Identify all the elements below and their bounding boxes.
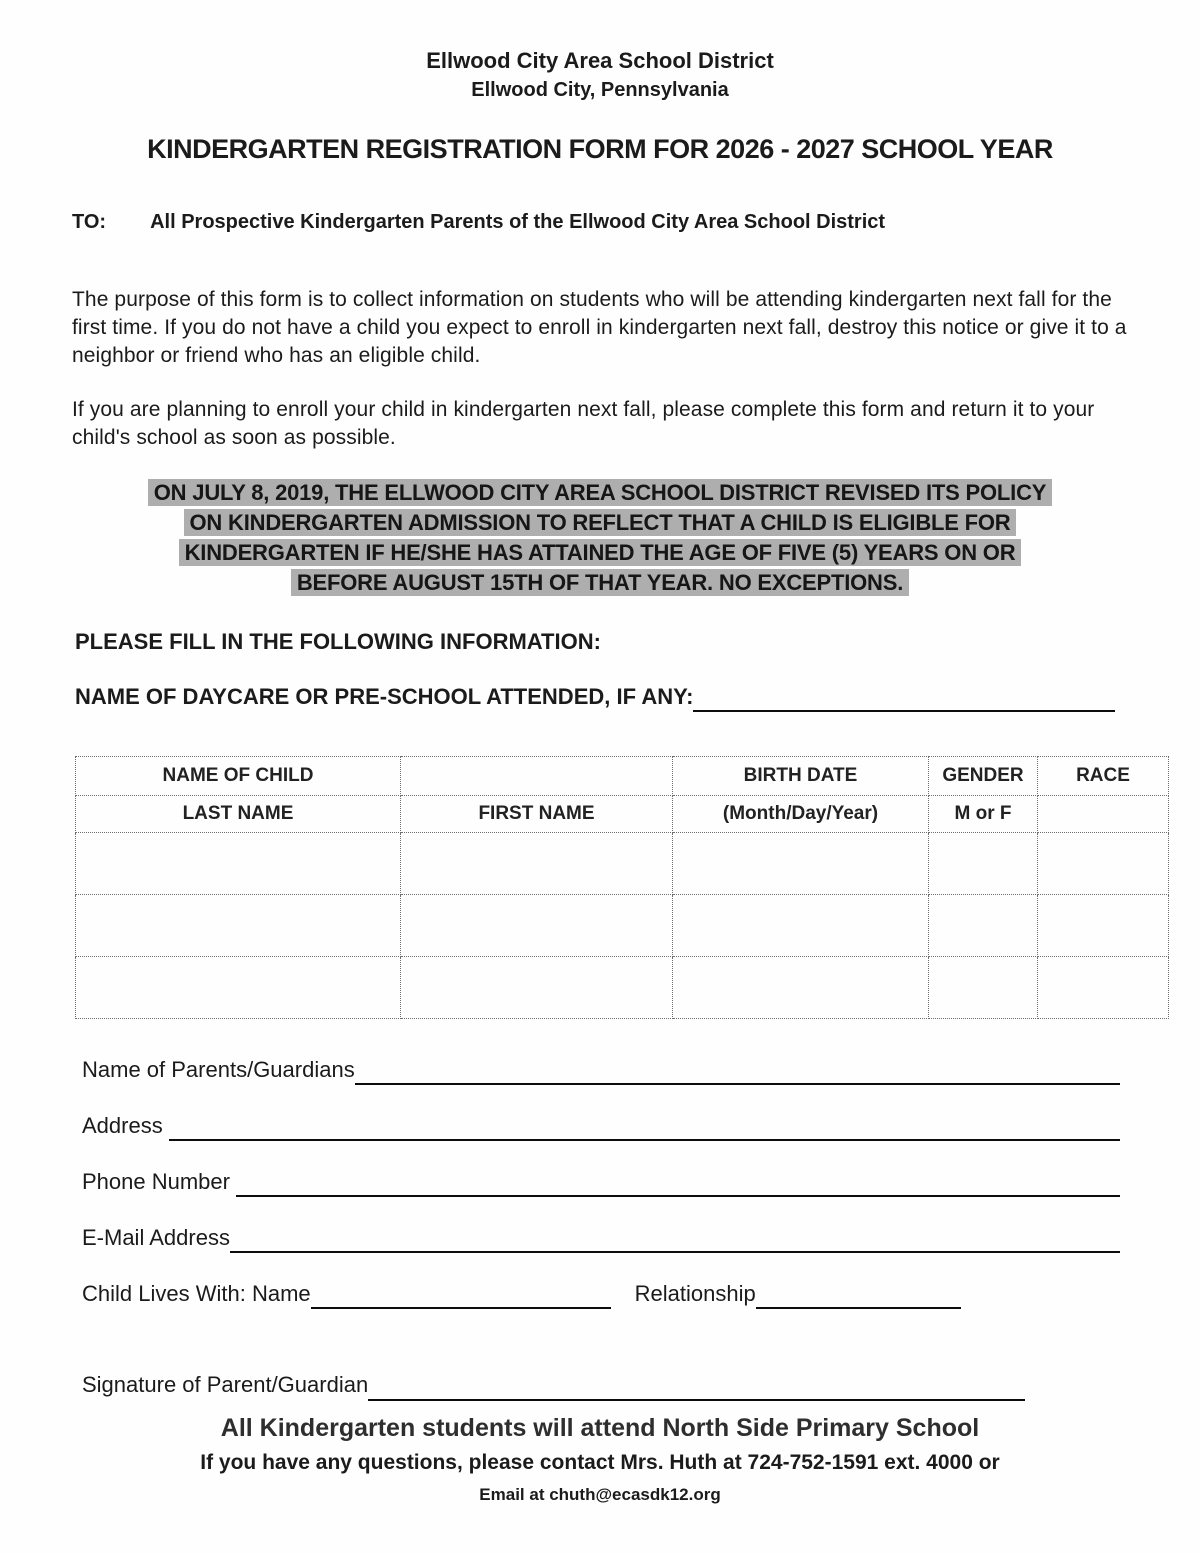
contact-fields xyxy=(82,1055,1120,1309)
cell-race xyxy=(1038,895,1169,957)
table-empty-row xyxy=(76,833,1169,895)
cell-birth-date xyxy=(673,833,929,895)
policy-notice xyxy=(85,478,1115,598)
to-recipients: All Prospective Kindergarten Parents of the Ellwood City Area School District xyxy=(150,211,886,233)
col-header-race: RACE xyxy=(1038,757,1169,796)
daycare-label: NAME OF DAYCARE OR PRE-SCHOOL ATTENDED, IF ANY: xyxy=(75,684,694,709)
contact-info-line: If you have any questions, please contact Mrs. Huth at 724-752-1591 ext. 4000 or xyxy=(200,1451,1000,1474)
child-lives-with-blank-line xyxy=(311,1281,611,1309)
address-label: Address xyxy=(82,1113,169,1138)
fill-in-heading: PLEASE FILL IN THE FOLLOWING INFORMATION: xyxy=(75,629,601,654)
email-blank-line xyxy=(230,1225,1120,1253)
district-name: Ellwood City Area School District xyxy=(426,48,774,73)
to-label: TO: xyxy=(72,211,107,233)
cell-birth-date xyxy=(673,895,929,957)
signature-field xyxy=(82,1369,1025,1401)
attend-school-line: All Kindergarten students will attend North Side Primary School xyxy=(220,1414,980,1442)
parents-label: Name of Parents/Guardians xyxy=(82,1057,355,1082)
child-info-table xyxy=(75,756,1169,1019)
enroll-paragraph: If you are planning to enroll your child in kindergarten next fall, please complete this form and return it to your child's school as soon as possible. xyxy=(72,398,1095,449)
cell-last-name xyxy=(76,957,401,1019)
col-subheader-first-name: FIRST NAME xyxy=(401,796,673,833)
col-header-birth-date: BIRTH DATE xyxy=(673,757,929,796)
child-lives-with-field xyxy=(82,1279,1120,1309)
policy-notice-line: KINDERGARTEN IF HE/SHE HAS ATTAINED THE AGE OF FIVE (5) YEARS ON OR xyxy=(179,539,1022,566)
cell-gender xyxy=(929,895,1038,957)
col-header-blank xyxy=(401,757,673,796)
col-header-gender: GENDER xyxy=(929,757,1038,796)
contact-email-line: Email at chuth@ecasdk12.org xyxy=(479,1485,721,1504)
form-title: KINDERGARTEN REGISTRATION FORM FOR 2026 - 2027 SCHOOL YEAR xyxy=(147,134,1053,164)
cell-first-name xyxy=(401,833,673,895)
cell-last-name xyxy=(76,895,401,957)
relationship-label: Relationship xyxy=(634,1281,756,1306)
policy-notice-line: ON KINDERGARTEN ADMISSION TO REFLECT THAT A CHILD IS ELIGIBLE FOR xyxy=(184,509,1017,536)
cell-gender xyxy=(929,833,1038,895)
cell-race xyxy=(1038,957,1169,1019)
table-empty-row xyxy=(76,895,1169,957)
table-empty-row xyxy=(76,957,1169,1019)
policy-notice-line: ON JULY 8, 2019, THE ELLWOOD CITY AREA SCHOOL DISTRICT REVISED ITS POLICY xyxy=(148,479,1052,506)
email-field xyxy=(82,1223,1120,1253)
col-subheader-birth-format: (Month/Day/Year) xyxy=(673,796,929,833)
phone-blank-line xyxy=(236,1169,1120,1197)
address-blank-line xyxy=(169,1113,1120,1141)
district-location: Ellwood City, Pennsylvania xyxy=(471,79,729,101)
policy-notice-line: BEFORE AUGUST 15TH OF THAT YEAR. NO EXCEPTIONS. xyxy=(291,569,909,596)
col-subheader-m-or-f: M or F xyxy=(929,796,1038,833)
relationship-blank-line xyxy=(756,1281,961,1309)
parents-blank-line xyxy=(355,1057,1120,1085)
daycare-blank-line xyxy=(693,684,1115,712)
cell-race xyxy=(1038,833,1169,895)
col-subheader-blank xyxy=(1038,796,1169,833)
col-header-name-of-child: NAME OF CHILD xyxy=(76,757,401,796)
cell-gender xyxy=(929,957,1038,1019)
col-subheader-last-name: LAST NAME xyxy=(76,796,401,833)
daycare-field xyxy=(75,682,1115,712)
signature-blank-line xyxy=(368,1373,1025,1401)
email-label: E-Mail Address xyxy=(82,1225,230,1250)
cell-first-name xyxy=(401,957,673,1019)
to-line xyxy=(72,208,1120,236)
cell-last-name xyxy=(76,833,401,895)
address-field xyxy=(82,1111,1120,1141)
table-header-row-1 xyxy=(76,757,1169,796)
phone-field xyxy=(82,1167,1120,1197)
cell-birth-date xyxy=(673,957,929,1019)
parents-field xyxy=(82,1055,1120,1085)
cell-first-name xyxy=(401,895,673,957)
signature-label: Signature of Parent/Guardian xyxy=(82,1372,369,1397)
child-lives-with-label: Child Lives With: Name xyxy=(82,1281,311,1306)
purpose-paragraph: The purpose of this form is to collect information on students who will be attending kindergarten next fall for the first time. If you do not have a child you expect to enroll in kindergarten next fall, destroy this notice or give it to a neighbor or friend who has an eligible child. xyxy=(72,288,1127,367)
phone-label: Phone Number xyxy=(82,1169,237,1194)
table-header-row-2 xyxy=(76,796,1169,833)
